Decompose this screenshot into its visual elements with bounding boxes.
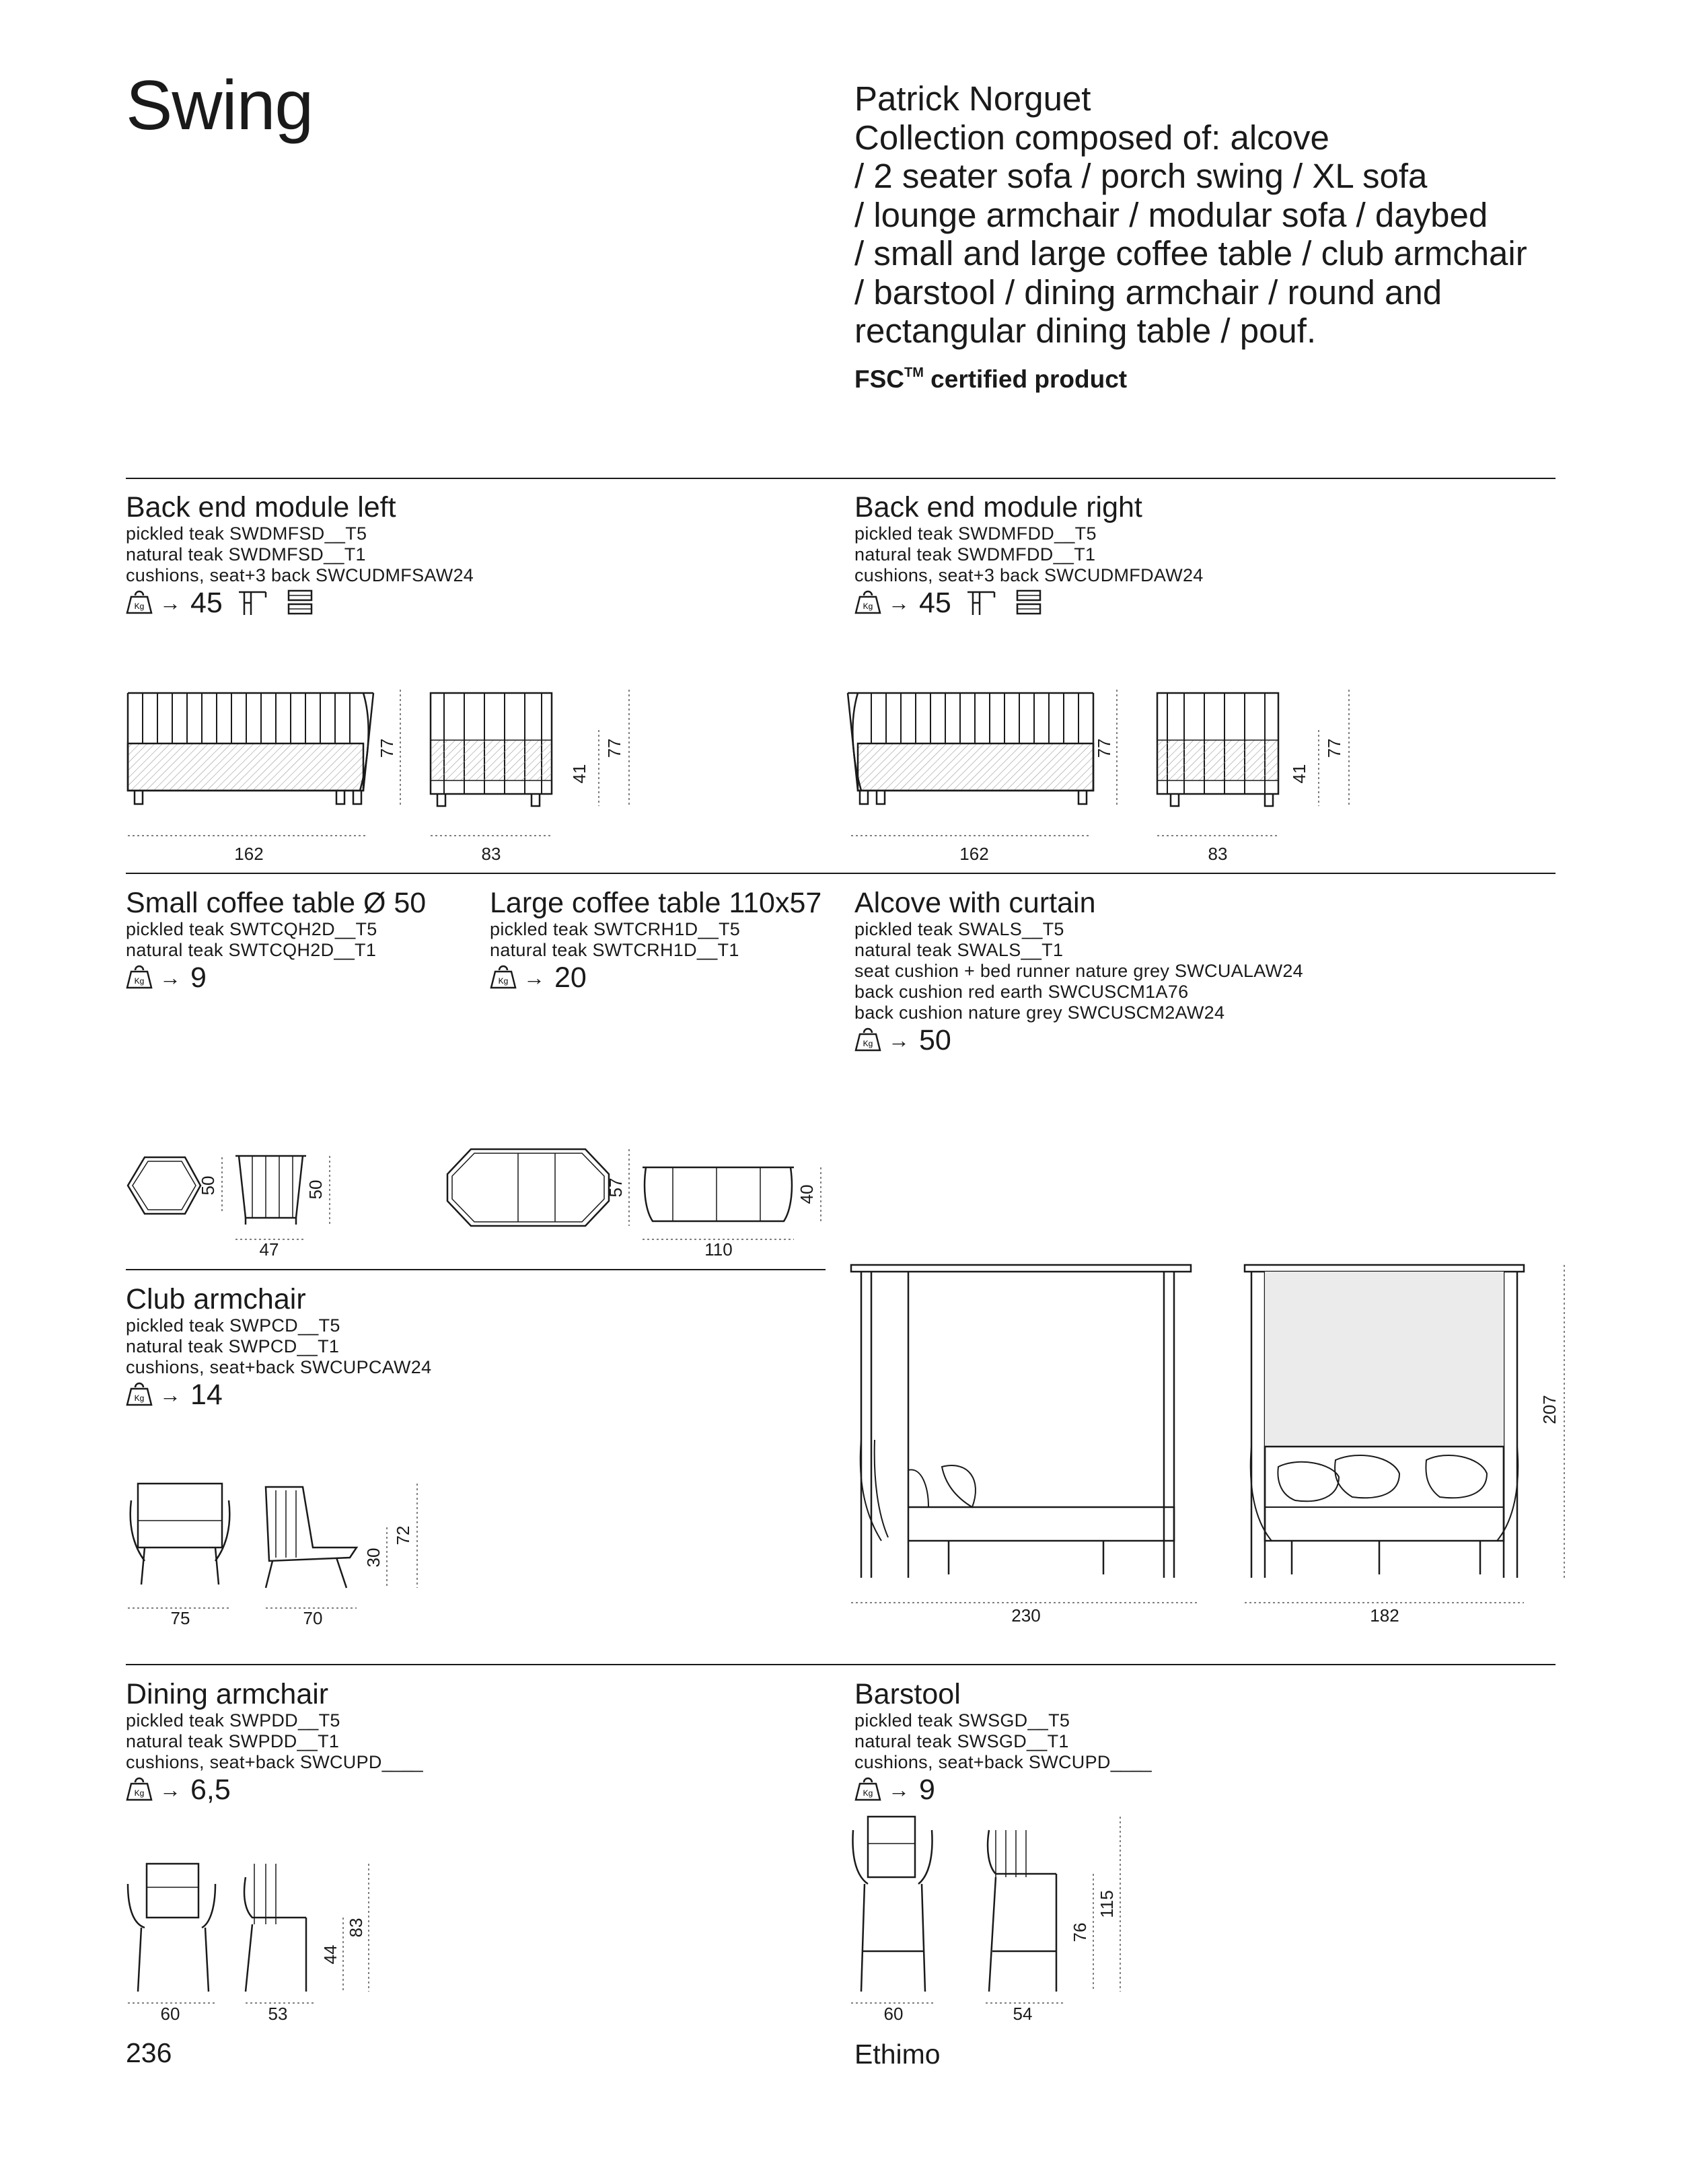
arrow-icon: →	[888, 1777, 910, 1802]
svg-text:Kg: Kg	[498, 976, 509, 986]
product-code: natural teak SWSGD__T1	[854, 1731, 1069, 1751]
svg-text:Kg: Kg	[134, 976, 145, 986]
product-code: natural teak SWPDD__T1	[126, 1731, 340, 1751]
dim-label: 72	[393, 1525, 413, 1545]
weight-value: 14	[190, 1378, 223, 1411]
dim-label: 207	[1539, 1395, 1560, 1424]
arrow-icon: →	[159, 1777, 181, 1802]
club-armchair-drawings	[131, 1484, 357, 1588]
dim-label: 70	[303, 1608, 323, 1628]
collection-line: Collection composed of: alcove	[854, 118, 1329, 157]
dim-label: 110	[704, 1239, 733, 1260]
product-title: Alcove with curtain	[854, 887, 1096, 919]
weight-value: 45	[919, 586, 951, 619]
dim-label: 83	[346, 1918, 366, 1938]
product-code: seat cushion + bed runner nature grey SWCUALAW24	[854, 961, 1303, 981]
product-title: Barstool	[854, 1678, 961, 1710]
arrow-icon: →	[888, 1027, 910, 1052]
alcove-front-drawing	[1245, 1265, 1524, 1578]
dim-label: 41	[1289, 764, 1309, 784]
dim-label: 77	[1094, 738, 1114, 758]
product-code: pickled teak SWPDD__T5	[126, 1710, 340, 1731]
arrow-icon: →	[888, 590, 910, 615]
weight-value: 9	[919, 1773, 935, 1806]
dim-label: 77	[604, 738, 624, 758]
alcove-side-drawing	[851, 1265, 1191, 1578]
dim-label: 83	[481, 844, 501, 864]
product-title: Small coffee table Ø 50	[126, 887, 427, 919]
product-code: natural teak SWTCRH1D__T1	[490, 940, 739, 960]
product-code: cushions, seat+3 back SWCUDMFSAW24	[126, 565, 474, 585]
weight-value: 20	[554, 961, 587, 994]
svg-text:Kg: Kg	[863, 602, 873, 611]
svg-text:Kg: Kg	[134, 602, 145, 611]
product-code: natural teak SWDMFSD__T1	[126, 544, 366, 565]
product-code: back cushion red earth SWCUSCM1A76	[854, 982, 1189, 1002]
dim-label: 76	[1070, 1922, 1090, 1942]
svg-text:Kg: Kg	[863, 1788, 873, 1798]
fsc-certification: FSC™ certified product	[854, 365, 1128, 393]
dim-label: 57	[606, 1177, 626, 1198]
product-title: Large coffee table 110x57	[490, 887, 822, 919]
weight-value: 45	[190, 586, 223, 619]
product-code: natural teak SWTCQH2D__T1	[126, 940, 377, 960]
dim-label: 53	[268, 2004, 288, 2024]
designer-name: Patrick Norguet	[854, 79, 1091, 118]
product-code: natural teak SWDMFDD__T1	[854, 544, 1096, 565]
dim-label: 50	[198, 1175, 218, 1196]
dim-label: 54	[1013, 2004, 1033, 2024]
weight-value: 9	[190, 961, 207, 994]
product-title: Back end module right	[854, 491, 1142, 523]
dim-label: 162	[959, 844, 989, 864]
product-title: Back end module left	[126, 491, 396, 523]
product-code: pickled teak SWDMFDD__T5	[854, 523, 1097, 544]
page-title: Swing	[126, 67, 314, 145]
weight-value: 6,5	[190, 1773, 231, 1806]
collection-line: / small and large coffee table / club armchair	[854, 234, 1527, 272]
collection-line: / barstool / dining armchair / round and	[854, 272, 1442, 312]
product-code: natural teak SWPCD__T1	[126, 1336, 340, 1356]
svg-text:Kg: Kg	[134, 1393, 145, 1403]
barstool-drawings	[852, 1817, 1056, 1992]
product-code: pickled teak SWTCRH1D__T5	[490, 919, 741, 939]
svg-text:Kg: Kg	[863, 1039, 873, 1048]
back-left-front-drawing	[128, 693, 373, 804]
arrow-icon: →	[159, 1382, 181, 1407]
product-code: cushions, seat+back SWCUPD____	[126, 1752, 423, 1772]
dim-label: 75	[170, 1608, 190, 1628]
arrow-icon: →	[159, 965, 181, 990]
back-right-front-drawing	[848, 693, 1093, 804]
product-code: natural teak SWALS__T1	[854, 940, 1064, 960]
product-title: Dining armchair	[126, 1678, 329, 1710]
dim-label: 77	[1324, 738, 1344, 758]
dim-label: 230	[1011, 1605, 1041, 1626]
dim-label: 60	[160, 2004, 180, 2024]
dim-label: 41	[569, 764, 589, 784]
dim-label: 47	[259, 1239, 279, 1260]
arrow-icon: →	[159, 590, 181, 615]
product-code: pickled teak SWTCQH2D__T5	[126, 919, 377, 939]
back-left-side-drawing	[431, 693, 552, 806]
brand-name: Ethimo	[854, 2039, 941, 2070]
back-right-side-drawing	[1157, 693, 1278, 806]
collection-line: / 2 seater sofa / porch swing / XL sofa	[854, 157, 1428, 195]
dim-label: 162	[234, 844, 264, 864]
collection-line: / lounge armchair / modular sofa / daybed	[854, 195, 1488, 234]
product-code: cushions, seat+back SWCUPCAW24	[126, 1357, 432, 1377]
dim-label: 44	[320, 1944, 340, 1965]
dim-label: 30	[363, 1548, 383, 1568]
page-number: 236	[126, 2037, 172, 2068]
product-code: pickled teak SWDMFSD__T5	[126, 523, 367, 544]
dim-label: 77	[377, 738, 397, 758]
product-code: cushions, seat+3 back SWCUDMFDAW24	[854, 565, 1204, 585]
product-code: pickled teak SWALS__T5	[854, 919, 1064, 939]
weight-value: 50	[919, 1023, 951, 1056]
arrow-icon: →	[523, 965, 545, 990]
dim-label: 60	[883, 2004, 904, 2024]
dining-armchair-drawings	[128, 1864, 306, 1992]
dim-label: 115	[1097, 1890, 1117, 1918]
svg-text:Kg: Kg	[134, 1788, 145, 1798]
dim-label: 40	[797, 1184, 817, 1204]
product-code: cushions, seat+back SWCUPD____	[854, 1752, 1152, 1772]
dim-label: 182	[1370, 1605, 1399, 1626]
product-code: pickled teak SWPCD__T5	[126, 1315, 340, 1336]
collection-line: rectangular dining table / pouf.	[854, 312, 1317, 350]
dim-label: 50	[305, 1179, 326, 1200]
dim-label: 83	[1208, 844, 1228, 864]
product-title: Club armchair	[126, 1283, 306, 1315]
product-code: back cushion nature grey SWCUSCM2AW24	[854, 1003, 1225, 1023]
product-code: pickled teak SWSGD__T5	[854, 1710, 1070, 1731]
